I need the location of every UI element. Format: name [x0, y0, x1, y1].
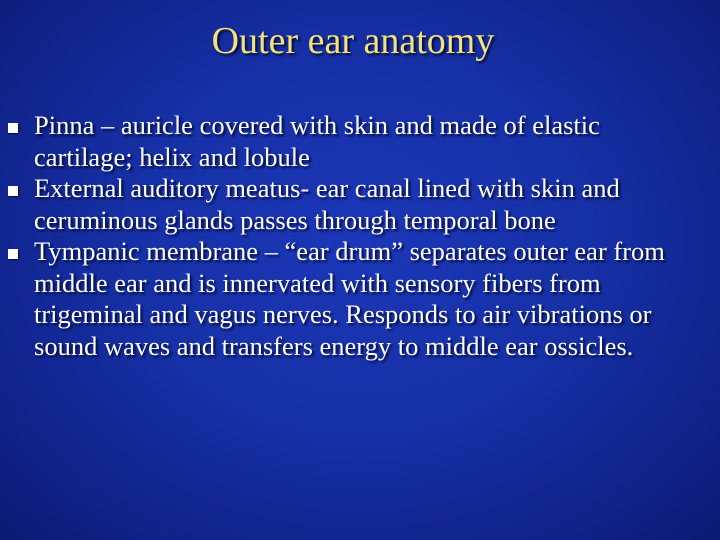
bullet-text: Tympanic membrane – “ear drum” separates outer ear from middle ear and is innervated with sensory fibers from trigeminal and vagus nerves. Responds to air vibrations or sound waves and transfers energy to middle ear ossicles. [34, 236, 665, 361]
bullet-item-pinna [0, 110, 700, 173]
bullet-list [0, 110, 700, 362]
bullet-text: External auditory meatus- ear canal lined with skin and ceruminous glands passes through temporal bone [34, 173, 620, 235]
square-bullet-icon [8, 249, 18, 259]
bullet-item-external-auditory-meatus [0, 173, 700, 236]
square-bullet-icon [8, 186, 18, 196]
slide-title: Outer ear anatomy [211, 20, 495, 62]
bullet-text: Pinna – auricle covered with skin and made of elastic cartilage; helix and lobule [34, 110, 600, 172]
bullet-item-tympanic-membrane [0, 236, 700, 362]
square-bullet-icon [8, 123, 18, 133]
